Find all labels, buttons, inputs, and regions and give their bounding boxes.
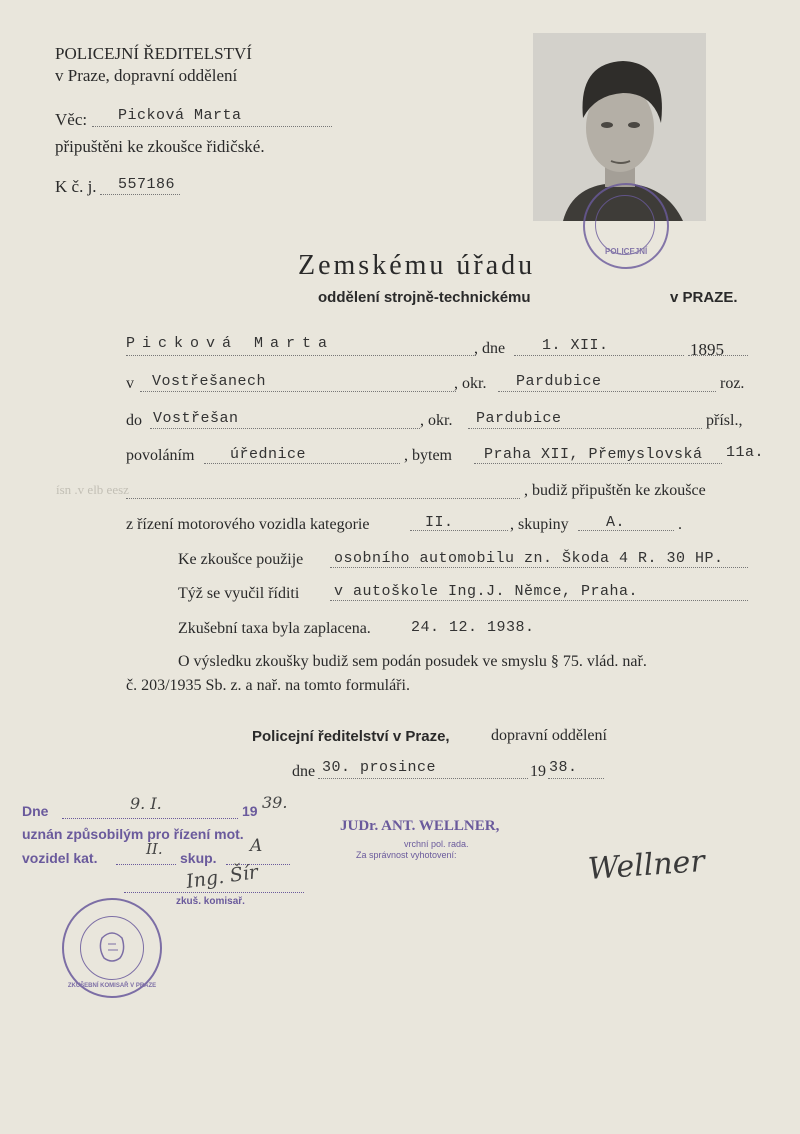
exam-signature-line — [124, 892, 304, 893]
exam-skup-label: skup. — [180, 850, 217, 866]
footer-dne-label: dne — [292, 763, 316, 780]
group: A. — [606, 514, 626, 531]
domicile-district: Pardubice — [476, 410, 562, 427]
lion-emblem-icon — [64, 900, 160, 996]
exam-line2: uznán způsobilým pro řízení mot. — [22, 826, 244, 842]
exam-date-day: 9. I. — [130, 794, 162, 813]
address-number: 11a. — [726, 444, 765, 461]
vehicle: osobního automobilu zn. Škoda 4 R. 30 HP. — [334, 550, 724, 567]
address-dotted-line — [474, 463, 722, 464]
exam-signature: Ing. Šír — [184, 861, 260, 893]
blank-dotted-line — [126, 498, 520, 499]
address: Praha XII, Přemyslovská — [484, 446, 703, 463]
photo-seal-text: POLICEJNÍ — [605, 247, 648, 256]
name-dotted-line — [126, 355, 476, 356]
applicant-name: Picková Marta — [126, 335, 335, 352]
exam-commissioner-seal — [62, 898, 162, 998]
occupation-dotted-line — [204, 463, 400, 464]
vec-label: Věc: — [55, 110, 88, 129]
addressee-department: oddělení strojně-technickému — [318, 289, 531, 306]
kcj-dotted-line — [100, 194, 180, 195]
footer-date: 30. prosince — [322, 759, 437, 776]
prisl-label: přísl., — [706, 412, 743, 429]
exam-line3-label: vozidel kat. — [22, 850, 98, 866]
vehicle-dotted-line — [330, 567, 748, 568]
exam-year: 39. — [262, 793, 288, 812]
footer-date-dotted-line — [318, 778, 528, 779]
exam-seal-text: ZKUŠEBNÍ KOMISAŘ V PRAZE — [67, 983, 157, 989]
period: . — [678, 516, 682, 533]
budiz-text: , budiž připuštěn ke zkoušce — [524, 482, 706, 499]
category-dotted-line — [410, 530, 508, 531]
exam-category: II. — [146, 840, 163, 858]
okr2-label: , okr. — [420, 412, 453, 429]
rizeni-label: z řízení motorového vozidla kategorie — [126, 516, 370, 533]
group-dotted-line — [578, 530, 674, 531]
exam-dne-label: Dne — [22, 803, 49, 819]
official-note-stamp: Za správnost vyhotovení: — [356, 850, 457, 860]
subject-line: připuštěni ke zkoušce řidičské. — [55, 137, 265, 156]
addressee-city: v PRAZE. — [670, 289, 738, 306]
birth-year: 1895 — [690, 340, 724, 359]
official-signature: Wellner — [586, 843, 706, 888]
taxa-label: Zkušební taxa byla zaplacena. — [178, 620, 371, 637]
school-dotted-line — [330, 600, 748, 601]
taxa-date: 24. 12. 1938. — [411, 619, 535, 636]
district-dotted-line — [498, 391, 716, 392]
faint-bleed-text: ísn .v elb eesz — [56, 482, 129, 497]
photo-seal — [583, 183, 669, 269]
driving-school: v autoškole Ing.J. Němce, Praha. — [334, 583, 639, 600]
footer-authority-rest: dopravní oddělení — [491, 727, 607, 744]
kcj-label: K č. j. — [55, 177, 97, 196]
domicile-district-dotted-line — [468, 428, 702, 429]
birthday-dotted-line — [514, 355, 684, 356]
footer-year: 38. — [549, 759, 578, 776]
official-rank-stamp: vrchní pol. rada. — [404, 839, 469, 849]
exam-date-dotted-line — [62, 818, 238, 819]
footer-authority-bold: Policejní ředitelství v Praze, — [252, 728, 450, 745]
occupation: úřednice — [230, 446, 307, 463]
vec-dotted-line — [92, 126, 332, 127]
domicile: Vostřešan — [153, 410, 239, 427]
v-label: v — [126, 375, 134, 392]
exam-category-dotted-line — [116, 864, 176, 865]
birth-place: Vostřešanech — [152, 373, 267, 390]
category: II. — [425, 514, 454, 531]
addressee-title: Zemskému úřadu — [298, 250, 536, 281]
birth-day: 1. XII. — [542, 337, 609, 354]
skupiny-label: , skupiny — [510, 516, 569, 533]
povolanim-label: povoláním — [126, 447, 195, 464]
pouzije-label: Ke zkoušce použije — [178, 551, 304, 568]
footer-year-prefix: 19 — [530, 763, 546, 780]
exam-group: A — [250, 836, 263, 856]
do-label: do — [126, 412, 142, 429]
okr-label: , okr. — [454, 375, 487, 392]
result-line2: č. 203/1935 Sb. z. a nař. na tomto formuláři. — [126, 677, 410, 694]
result-line1: O výsledku zkoušky budiž sem podán posudek ve smyslu § 75. vlád. nař. — [178, 653, 647, 670]
kcj-value: 557186 — [118, 176, 176, 193]
official-name-stamp: JUDr. ANT. WELLNER, — [340, 818, 500, 834]
authority-line2: v Praze, dopravní oddělení — [55, 66, 238, 85]
roz-label: roz. — [720, 375, 745, 392]
authority-line1: POLICEJNÍ ŘEDITELSTVÍ — [55, 44, 252, 63]
dne-label: , dne — [474, 340, 506, 357]
footer-year-dotted-line — [548, 778, 604, 779]
exam-year-prefix: 19 — [242, 803, 258, 819]
vec-value: Picková Marta — [118, 107, 242, 124]
birthplace-dotted-line — [140, 391, 456, 392]
bytem-label: , bytem — [404, 447, 452, 464]
birth-district: Pardubice — [516, 373, 602, 390]
exam-signer-title: zkuš. komisař. — [176, 896, 245, 907]
domicile-dotted-line — [150, 428, 420, 429]
vyucil-label: Týž se vyučil říditi — [178, 585, 300, 602]
